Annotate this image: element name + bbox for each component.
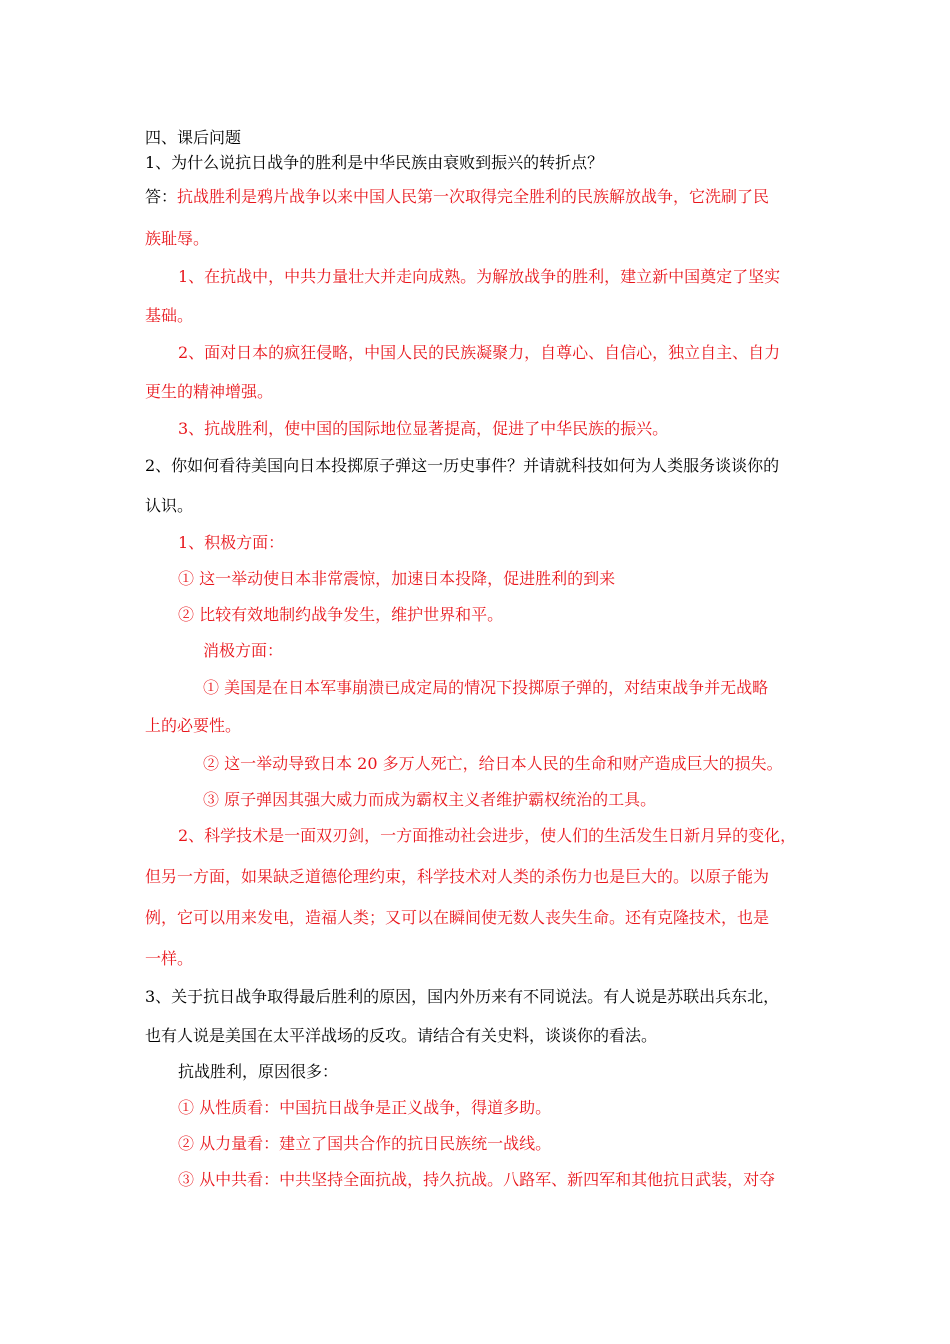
positive-item-1: ① 这一举动使日本非常震惊，加速日本投降，促进胜利的到来	[178, 569, 616, 588]
reason-3: ③ 从中共看：中共坚持全面抗战，持久抗战。八路军、新四军和其他抗日武装，对夺	[178, 1170, 776, 1189]
reason-1: ① 从性质看：中国抗日战争是正义战争，得道多助。	[178, 1098, 552, 1117]
positive-heading: 1、积极方面：	[178, 533, 285, 552]
question-2-line-1: 2、你如何看待美国向日本投掷原子弹这一历史事件？并请就科技如何为人类服务谈谈你的	[145, 456, 780, 475]
answer-label: 答：	[145, 187, 178, 206]
tech-line-1: 2、科学技术是一面双刃剑，一方面推动社会进步，使人们的生活发生日新月异的变化，	[178, 826, 797, 845]
answer-3-intro: 抗战胜利，原因很多：	[178, 1062, 339, 1081]
answer-1-line-2: 族耻辱。	[145, 229, 210, 248]
negative-item-1-cont: 上的必要性。	[145, 716, 242, 735]
tech-line-3: 例，它可以用来发电，造福人类；又可以在瞬间使无数人丧失生命。还有克隆技术，也是	[145, 908, 770, 927]
question-3-line-2: 也有人说是美国在太平洋战场的反攻。请结合有关史料，谈谈你的看法。	[145, 1026, 658, 1045]
answer-1-point-3: 3、抗战胜利，使中国的国际地位显著提高，促进了中华民族的振兴。	[178, 419, 669, 438]
answer-1-point-1-cont: 基础。	[145, 306, 194, 325]
reason-2: ② 从力量看：建立了国共合作的抗日民族统一战线。	[178, 1134, 552, 1153]
section-title: 四、课后问题	[145, 128, 242, 147]
answer-1-line-1	[145, 186, 769, 208]
negative-heading: 消极方面：	[203, 641, 284, 660]
question-3-line-1: 3、关于抗日战争取得最后胜利的原因，国内外历来有不同说法。有人说是苏联出兵东北，	[145, 987, 780, 1006]
tech-line-2: 但另一方面，如果缺乏道德伦理约束，科学技术对人类的杀伤力也是巨大的。以原子能为	[145, 867, 770, 886]
answer-1-point-1: 1、在抗战中，中共力量壮大并走向成熟。为解放战争的胜利，建立新中国奠定了坚实	[178, 267, 781, 286]
question-2-line-2: 认识。	[145, 496, 194, 515]
question-1: 1、为什么说抗日战争的胜利是中华民族由衰败到振兴的转折点？	[145, 153, 604, 172]
positive-item-2: ② 比较有效地制约战争发生，维护世界和平。	[178, 605, 504, 624]
negative-item-3: ③ 原子弹因其强大威力而成为霸权主义者维护霸权统治的工具。	[203, 790, 657, 809]
negative-item-2: ② 这一举动导致日本 20 多万人死亡，给日本人民的生命和财产造成巨大的损失。	[203, 754, 783, 773]
negative-item-1: ① 美国是在日本军事崩溃已成定局的情况下投掷原子弹的，对结束战争并无战略	[203, 678, 769, 697]
answer-1-text: 抗战胜利是鸦片战争以来中国人民第一次取得完全胜利的民族解放战争，它洗刷了民	[177, 187, 770, 206]
answer-1-point-2-cont: 更生的精神增强。	[145, 382, 274, 401]
answer-1-point-2: 2、面对日本的疯狂侵略，中国人民的民族凝聚力，自尊心、自信心，独立自主、自力	[178, 343, 781, 362]
tech-line-4: 一样。	[145, 949, 194, 968]
